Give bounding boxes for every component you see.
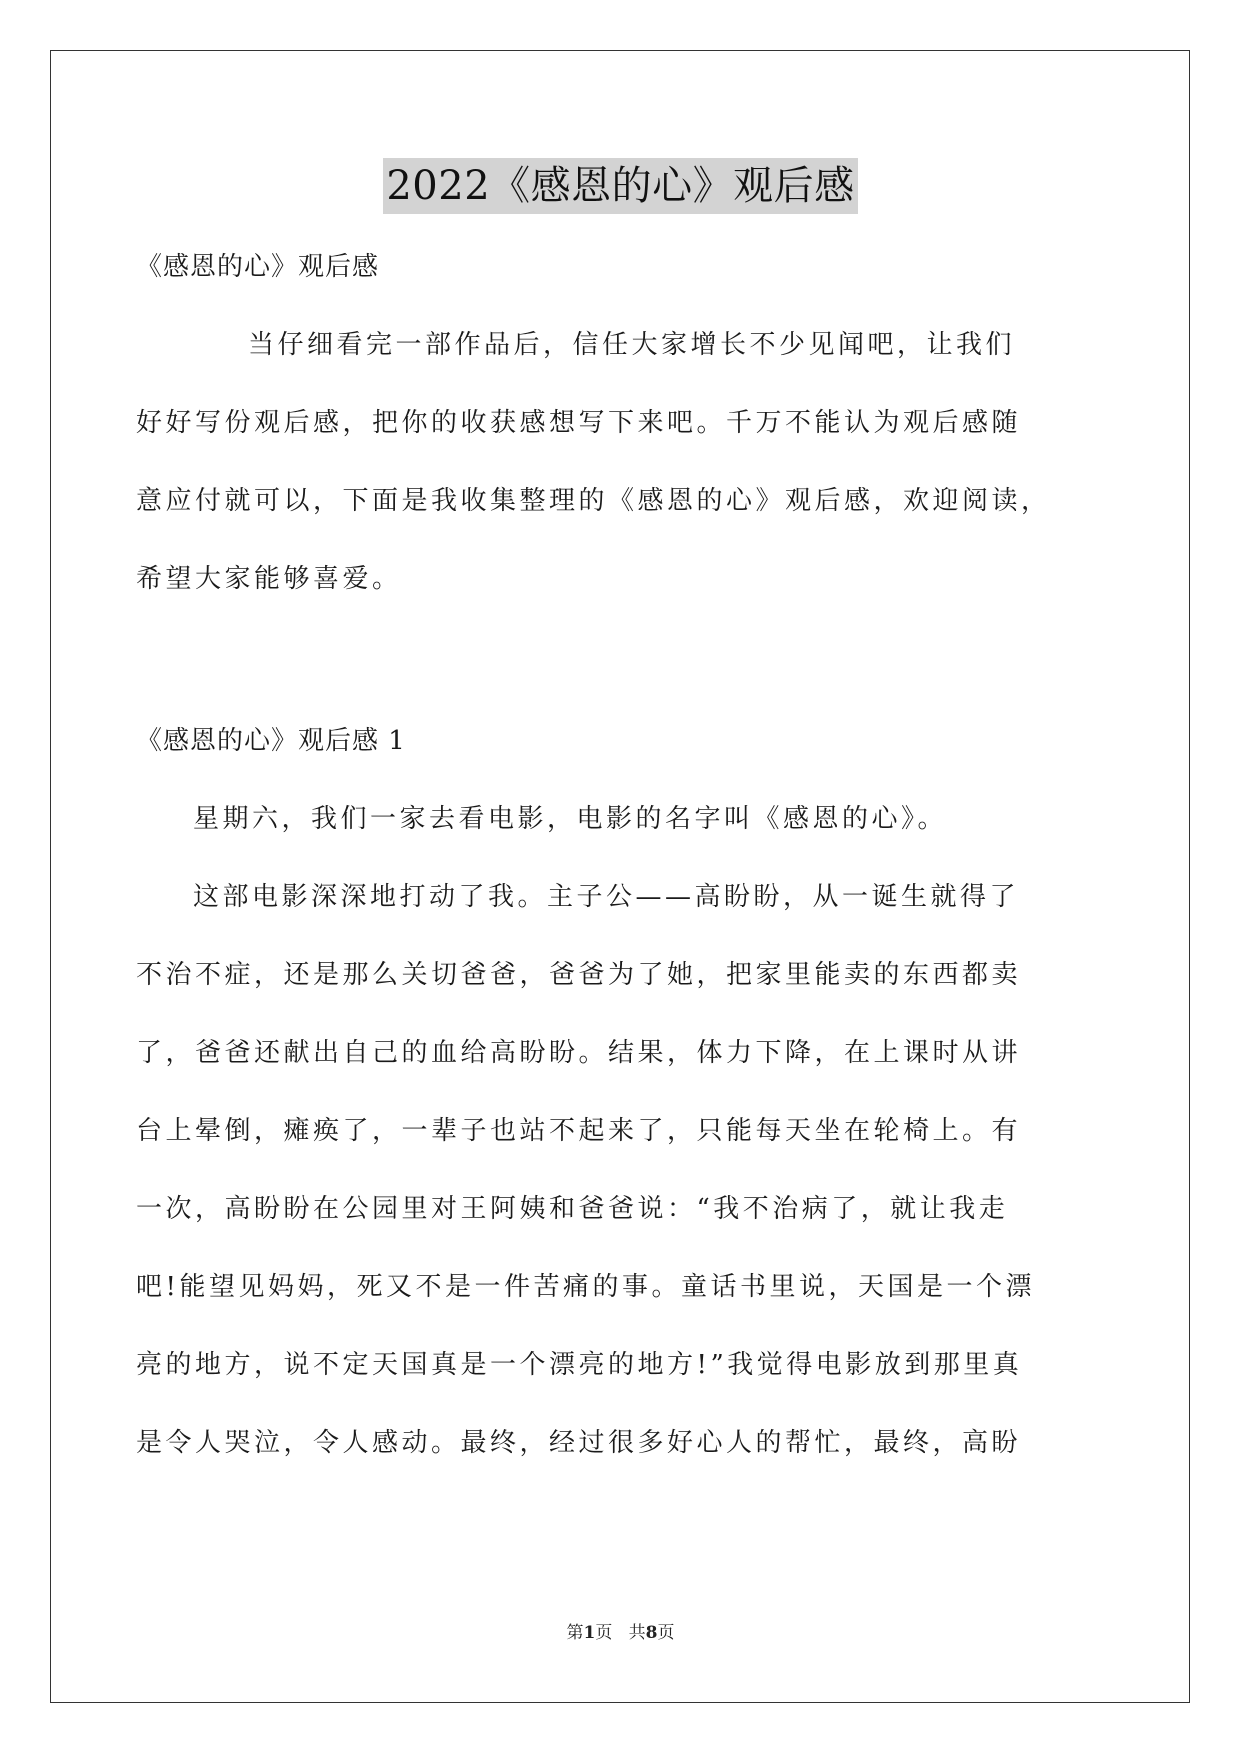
total-suffix: 页 (657, 1623, 675, 1643)
paragraph-line: 不治不症，还是那么关切爸爸，爸爸为了她，把家里能卖的东西都卖 (136, 960, 1022, 990)
paragraph-line: 星期六，我们一家去看电影，电影的名字叫《感恩的心》。 (193, 804, 948, 834)
paragraph-line: 当仔细看完一部作品后，信任大家增长不少见闻吧，让我们 (248, 330, 1016, 360)
total-prefix: 共 (628, 1623, 646, 1643)
paragraph-line: 吧!能望见妈妈，死又不是一件苦痛的事。童话书里说，天国是一个漂 (136, 1272, 1035, 1302)
title-wrap (0, 158, 1241, 214)
paragraph-line: 这部电影深深地打动了我。主子公——高盼盼，从一诞生就得了 (193, 882, 1020, 912)
section-heading: 《感恩的心》观后感 1 (136, 726, 406, 756)
page-suffix: 页 (595, 1623, 613, 1643)
page-number: 1 (583, 1623, 596, 1643)
paragraph-line: 是令人哭泣，令人感动。最终，经过很多好心人的帮忙，最终，高盼 (136, 1428, 1022, 1458)
section-heading: 《感恩的心》观后感 (136, 252, 380, 282)
page-prefix: 第 (566, 1623, 584, 1643)
paragraph-line: 台上晕倒，瘫痪了，一辈子也站不起来了，只能每天坐在轮椅上。有 (136, 1116, 1022, 1146)
document-title: 2022《感恩的心》观后感 (383, 158, 857, 214)
paragraph-line: 亮的地方，说不定天国真是一个漂亮的地方!”我觉得电影放到那里真 (136, 1350, 1023, 1380)
paragraph-line: 希望大家能够喜爱。 (136, 564, 402, 594)
page-footer (0, 1618, 1241, 1643)
paragraph-line: 意应付就可以，下面是我收集整理的《感恩的心》观后感，欢迎阅读， (136, 486, 1051, 516)
total-pages: 8 (645, 1623, 658, 1643)
paragraph-line: 好好写份观后感，把你的收获感想写下来吧。千万不能认为观后感随 (136, 408, 1022, 438)
paragraph-line: 一次，高盼盼在公园里对王阿姨和爸爸说：“我不治病了，就让我走 (136, 1194, 1009, 1224)
paragraph-line: 了，爸爸还献出自己的血给高盼盼。结果，体力下降，在上课时从讲 (136, 1038, 1022, 1068)
